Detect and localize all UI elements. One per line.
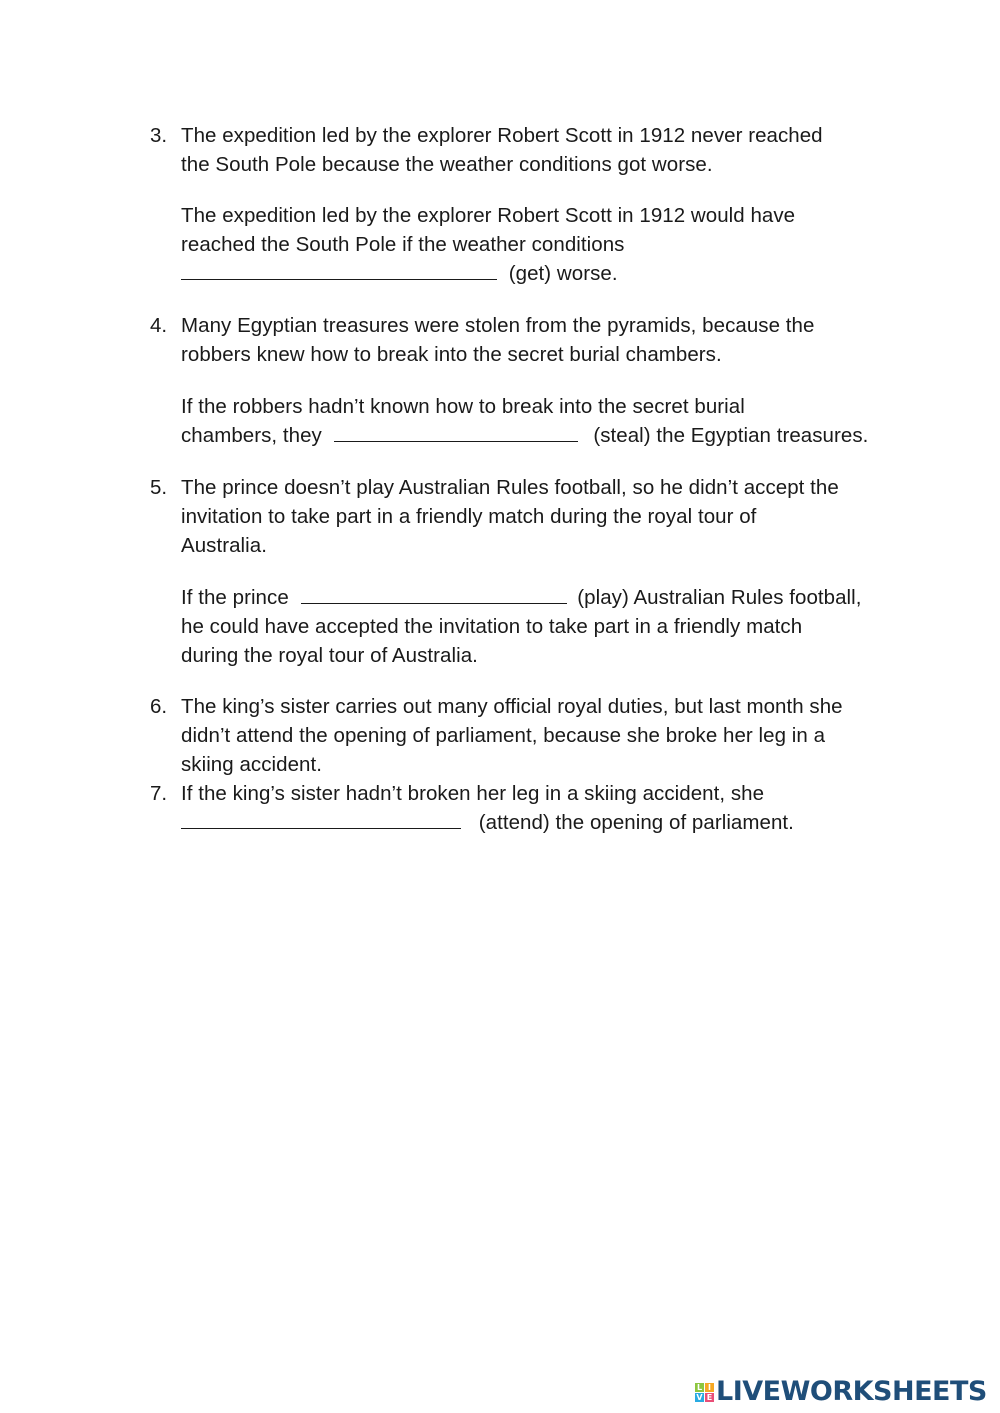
question-5-number: 5.	[150, 476, 168, 499]
q7-hint: (attend) the opening of parliament.	[478, 811, 794, 834]
q5-rewrite-line-2: he could have accepted the invitation to take part in a friendly match	[181, 615, 803, 638]
question-4-number: 4.	[150, 314, 168, 337]
logo-mark-tile: I	[705, 1383, 714, 1392]
q4-rewrite-line-2	[181, 421, 868, 450]
q3-original-line-1: The expedition led by the explorer Robert Scott in 1912 never reached	[181, 124, 823, 147]
liveworksheets-logo	[695, 1375, 987, 1409]
q5-answer-blank[interactable]	[301, 585, 567, 604]
q5-rewrite-text: If the prince	[181, 586, 289, 609]
q6-line-2: didn’t attend the opening of parliament, because she broke her leg in a	[181, 724, 826, 747]
q3-hint: (get) worse.	[508, 262, 618, 285]
q4-original-line-2: robbers knew how to break into the secret burial chambers.	[181, 343, 722, 366]
q5-rewrite-line-1	[181, 583, 862, 612]
q4-rewrite-line-1: If the robbers hadn’t known how to break into the secret burial	[181, 395, 745, 418]
question-7-number: 7.	[150, 782, 168, 805]
q6-line-1: The king’s sister carries out many official royal duties, but last month she	[181, 695, 843, 718]
q3-original-line-2: the South Pole because the weather conditions got worse.	[181, 153, 713, 176]
q5-original-line-1: The prince doesn’t play Australian Rules football, so he didn’t accept the	[181, 476, 839, 499]
q3-rewrite-line-2: reached the South Pole if the weather conditions	[181, 233, 625, 256]
logo-mark-tile: V	[696, 1392, 703, 1402]
logo-text: LIVEWORKSHEETS	[716, 1376, 987, 1407]
logo-mark-tile: E	[706, 1392, 713, 1402]
q5-hint: (play) Australian Rules football,	[577, 586, 862, 609]
question-3-number: 3.	[150, 124, 168, 147]
logo-mark-tile: L	[696, 1382, 703, 1392]
q5-rewrite-line-3: during the royal tour of Australia.	[181, 644, 478, 667]
logo-mark-icon	[695, 1383, 714, 1402]
q3-rewrite-line-1: The expedition led by the explorer Robert Scott in 1912 would have	[181, 204, 796, 227]
q7-answer-blank[interactable]	[181, 810, 461, 829]
q4-rewrite-text: chambers, they	[181, 424, 322, 447]
q7-line-2	[181, 808, 794, 837]
q3-answer-blank[interactable]	[181, 261, 497, 280]
q4-answer-blank[interactable]	[334, 423, 578, 442]
q5-original-line-2: invitation to take part in a friendly match during the royal tour of	[181, 505, 757, 528]
q4-original-line-1: Many Egyptian treasures were stolen from the pyramids, because the	[181, 314, 815, 337]
question-6-number: 6.	[150, 695, 168, 718]
q7-line-1: If the king’s sister hadn’t broken her leg in a skiing accident, she	[181, 782, 765, 805]
q5-original-line-3: Australia.	[181, 534, 267, 557]
q4-hint: (steal) the Egyptian treasures.	[593, 424, 869, 447]
q6-line-3: skiing accident.	[181, 753, 322, 776]
q3-rewrite-line-3	[181, 259, 618, 288]
